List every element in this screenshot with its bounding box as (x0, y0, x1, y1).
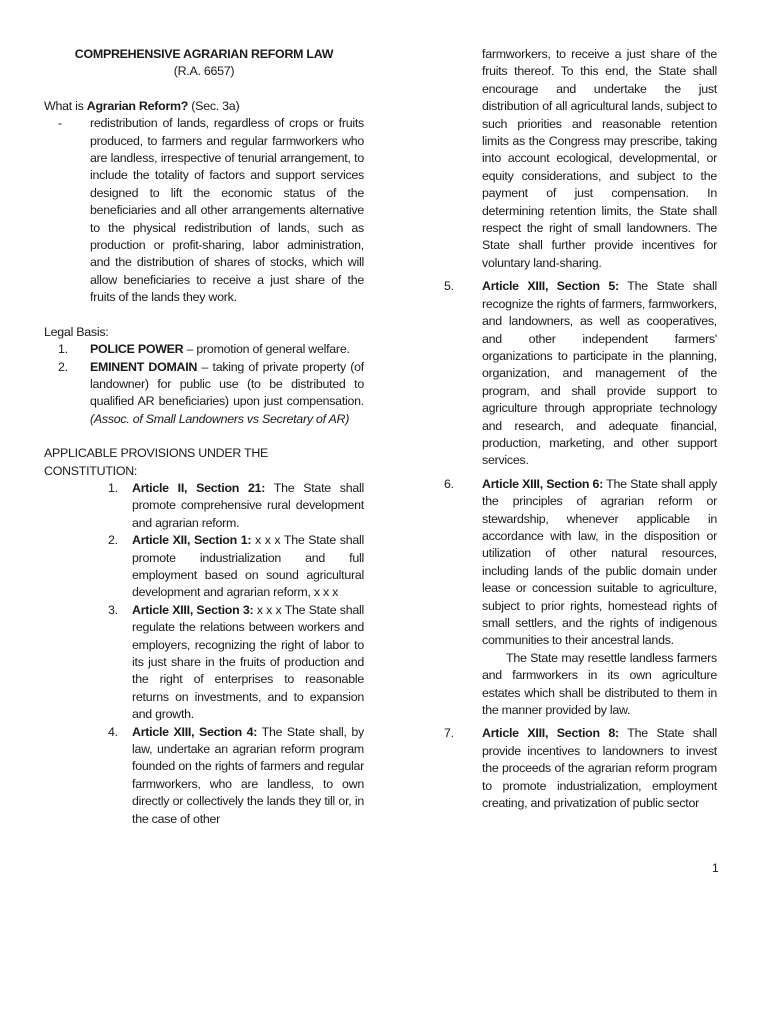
item-text: The State shall, by law, undertake an agrarian reform program founded on the rights of farmers and regular farmworkers, who are landless, to own directly or collectively the lands they till or, in the case of other (132, 724, 365, 826)
item-text: The State shall promote comprehensive rural development and agrarian reform. (132, 480, 364, 530)
dash-marker: - (58, 116, 62, 131)
item-label: Article XII, Section 1: (132, 533, 252, 548)
item-label: Article XIII, Section 6: (482, 476, 604, 491)
list-item (444, 725, 717, 812)
item-label: EMINENT DOMAIN (90, 359, 198, 374)
right-column (444, 46, 717, 812)
item-label: Article XIII, Section 5: (482, 279, 619, 294)
item-number: 3. (108, 602, 118, 617)
item-label: Article XIII, Section 8: (482, 726, 619, 741)
item-number: 4. (108, 724, 118, 739)
legal-basis-heading: Legal Basis: (44, 324, 109, 339)
list-item (58, 341, 364, 358)
definition-bullet (58, 115, 364, 306)
item-number: 5. (444, 279, 454, 294)
heading-suffix: (Sec. 3a) (188, 98, 240, 113)
legal-basis-list (44, 341, 364, 428)
left-column (44, 46, 364, 828)
heading-prefix: What is (44, 98, 87, 113)
list-item (108, 724, 364, 828)
heading-bold: Agrarian Reform? (86, 98, 189, 113)
item-6-paragraph: The State may resettle landless farmers and farmworkers in its own agriculture estates which shall be distributed to them in the manner provided by law. (482, 650, 717, 718)
case-citation: (Assoc. of Small Landowners vs Secretary of AR) (90, 411, 350, 426)
item-label: Article XIII, Section 3: (132, 602, 254, 617)
item-text: x x x The State shall regulate the relations between workers and employers, recognizing the right of labor to its just share in the fruits of production and the right of enterprises to reasonable returns on investments, and to expansion and growth. (132, 602, 364, 722)
item-text: – promotion of general welfare. (183, 342, 350, 357)
what-is-heading (44, 98, 364, 115)
document-title: COMPREHENSIVE AGRARIAN REFORM LAW (74, 47, 334, 61)
item-number: 2. (108, 533, 118, 548)
item-number: 2. (58, 359, 68, 374)
item-text: – taking of private property (of landowner) for public use (to be distributed to qualified AR beneficiaries) upon just compensation. (90, 359, 364, 409)
item-4-continued: farmworkers, to receive a just share of the fruits thereof. To this end, the State shall encourage and undertake the just distribution of all agricultural lands, subject to such priorities and reasonable retention limits as the Congress may prescribe, taking into account ecological, developmental, or equity considerations, and subject to the payment of just compensation. In determining retention limits, the State shall respect the right of small landowners. The State shall further provide incentives for voluntary land-sharing. (482, 47, 717, 270)
provisions-heading: APPLICABLE PROVISIONS UNDER THE CONSTITUTION: (44, 446, 269, 478)
list-item (444, 476, 717, 650)
item-label: Article XIII, Section 4: (132, 724, 258, 739)
list-item (108, 532, 364, 602)
item-label: Article II, Section 21: (132, 480, 266, 495)
item-label: POLICE POWER (90, 342, 184, 357)
item-number: 1. (108, 480, 118, 495)
list-item (58, 359, 364, 429)
item-text: The State shall recognize the rights of farmers, farmworkers, and landowners, as well as cooperatives, and other independent farmers' organizations to participate in the planning, organization, and management of the program, and shall provide support to agriculture through appropriate technology and research, and adequate financial, production, marketing, and other support services. (482, 279, 718, 468)
item-number: 6. (444, 476, 454, 491)
item-number: 7. (444, 726, 454, 741)
list-item (108, 602, 364, 724)
list-item (444, 278, 717, 469)
item-text: x x x The State shall promote industrialization and full employment based on sound agricultural development and agrarian reform, x x x (132, 533, 364, 600)
definition-text: redistribution of lands, regardless of crops or fruits produced, to farmers and regular farmworkers who are landless, irrespective of tenurial arrangement, to include the totality of factors and support services designed to lift the economic status of the beneficiaries and all other arrangements alternative to the physical redistribution of lands, such as production or profit-sharing, labor administration, and the distribution of shares of stocks, which will allow beneficiaries to receive a just share of the fruits of the lands they work. (90, 116, 364, 305)
item-text: The State shall apply the principles of agrarian reform or stewardship, whenever applicable in accordance with law, in the disposition or utilization of other natural resources, including lands of the public domain under lease or concession suitable to agriculture, subject to prior rights, homestead rights of small settlers, and the rights of indigenous communities to their ancestral lands. (482, 476, 718, 648)
document-subtitle: (R.A. 6657) (173, 64, 235, 79)
list-item (108, 480, 364, 532)
page-number: 1 (712, 861, 719, 875)
item-text: The State shall provide incentives to landowners to invest the proceeds of the agrarian reform program to promote industrialization, employment creating, and privatization of public sector (482, 726, 718, 811)
item-number: 1. (58, 342, 68, 357)
provisions-list (44, 480, 364, 828)
